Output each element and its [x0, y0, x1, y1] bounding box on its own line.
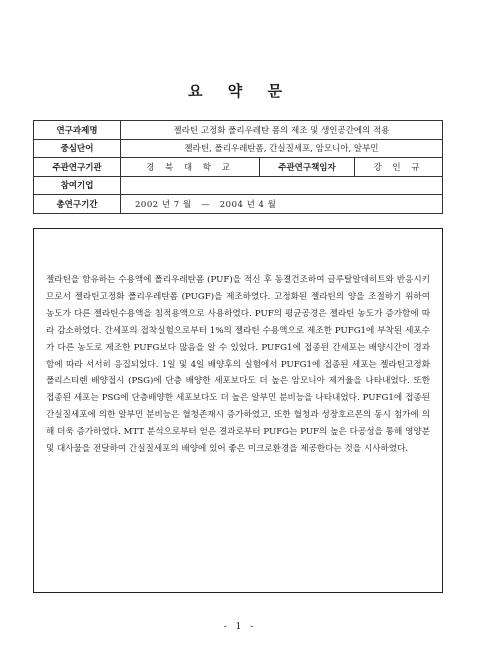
table-row [34, 158, 443, 177]
company-value [121, 176, 443, 195]
pi-value: 강 인 규 [355, 158, 443, 177]
table-row [34, 139, 443, 158]
project-info-table [33, 120, 443, 214]
table-row [34, 176, 443, 195]
keywords-label: 중심단어 [34, 139, 121, 158]
table-row [34, 121, 443, 140]
page-title: 요 약 문 [188, 82, 292, 100]
period-label: 총연구기간 [34, 195, 121, 214]
period-value: 2002 년 7 월 — 2004 년 4 월 [121, 195, 443, 214]
table-row [34, 195, 443, 214]
page-number: - 1 - [223, 622, 257, 632]
summary-text: 젤라틴을 함유하는 수용액에 폴리우레탄폼 (PUF)을 적신 후 동결건조하여 글루탈알데히트와 반응시키므로서 젤라틴고정화 폴리우레탄폼 (PUGF)을 제조하였다. 고정화된 젤라틴의 양을 조절하기 위하여 농도가 다른 젤라틴수용액을 침적용액으로 사용하였다. PUF의 평균공경은 젤라틴 농도가 증가함에 따라 감소하였다. 간세포의 접착실험으로부터 1%의 젤라틴 수용액으로 제조한 PUFG1에 부착된 세포수가 다른 농도로 제조한 PUFG보다 많음을 알 수 있었다. PUFG1에 접종된 간세포는 배양시간이 경과함에 따라 서서히 응집되었다. 1일 및 4일 배양후의 실험에서 PUFG1에 접종된 세포는 젤라틴고정화 폴리스티렌 배양접시 (PSG)에 단층 배양한 세포보다도 더 높은 암모니아 제거율을 나타내었다. 또한 접종된 세포는 PSG에 단층배양한 세포보다도 더 높은 알부민 분비능을 나타내었다. PUFG1에 접종된 간실질세포에 의한 알부민 분비능은 혈청존재시 증가하였고, 또한 혈청과 성장호르몬의 동시 첨가에 의해 더욱 증가하였다. MTT 분석으로부터 얻은 결과로부터 PUFG는 PUF의 높은 다공성을 통해 영양분 및 대사물을 전달하여 간실질세포의 배양에 있어 좋은 미크로환경을 제공한다는 것을 시사하였다. [46, 275, 430, 455]
pi-label: 주관연구책임자 [260, 158, 355, 177]
company-label: 참여기업 [34, 176, 121, 195]
institution-value: 경 북 대 학 교 [121, 158, 260, 177]
project-title-value: 젤라틴 고정화 폴리우레탄 폼의 제조 및 생인공간에의 적용 [121, 121, 443, 140]
project-title-label: 연구과제명 [34, 121, 121, 140]
keywords-value: 젤라틴, 폴리우레탄폼, 간실질세포, 암모니아, 알부민 [121, 139, 443, 158]
institution-label: 주관연구기관 [34, 158, 121, 177]
